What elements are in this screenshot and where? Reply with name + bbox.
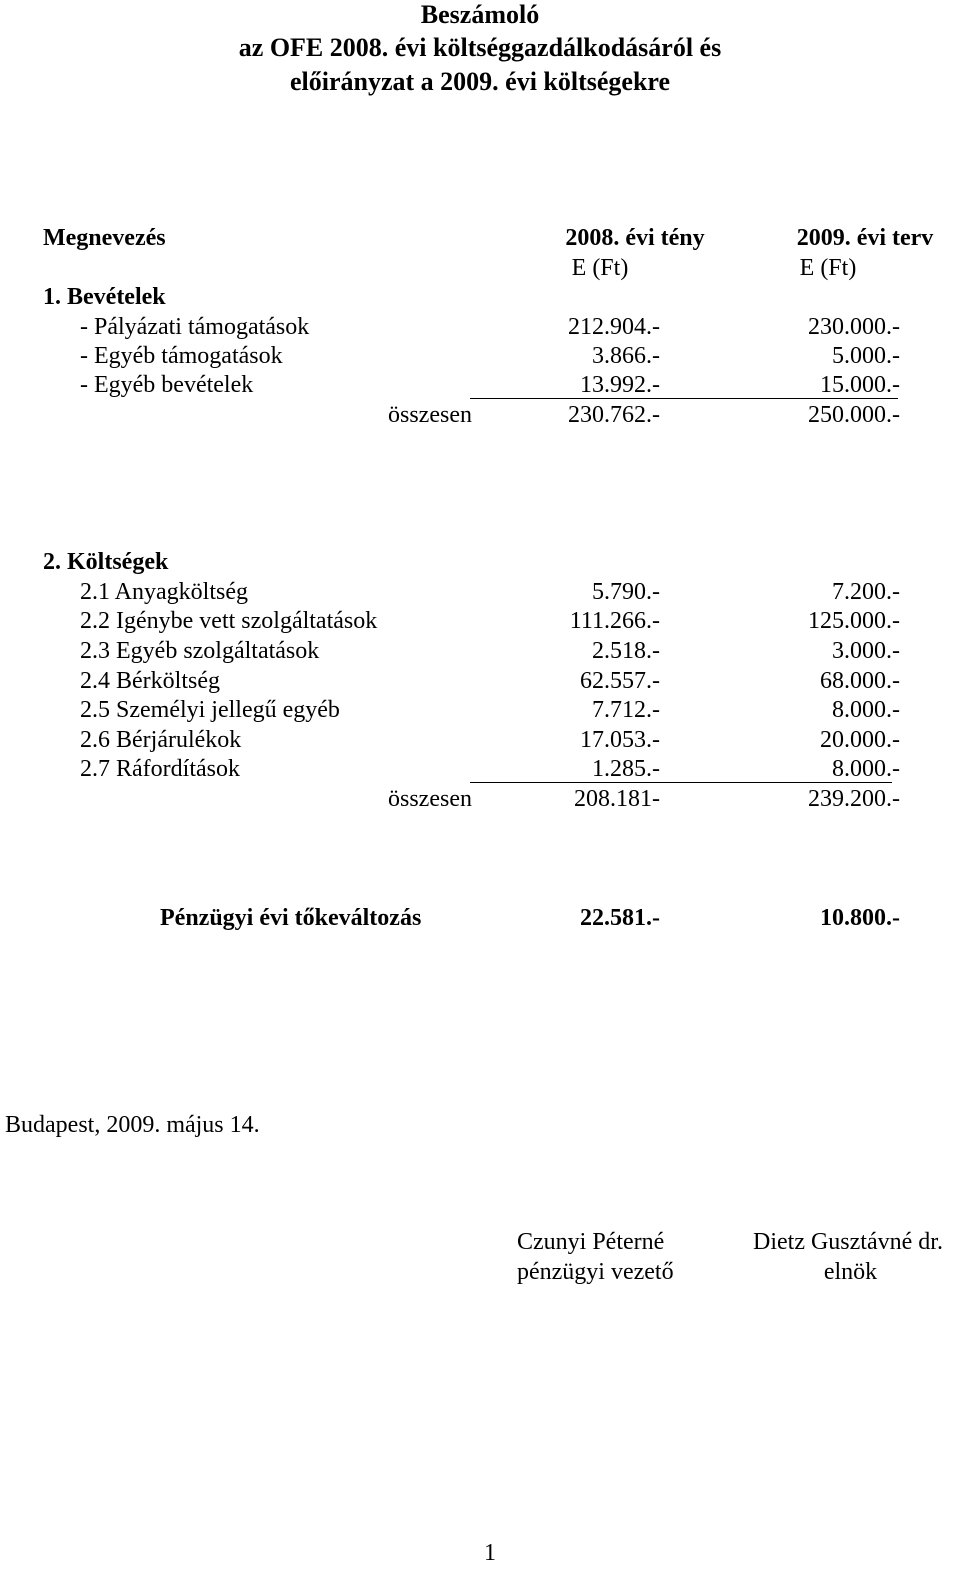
summary-label: Pénzügyi évi tőkeváltozás (160, 905, 422, 931)
title-line-1: Beszámoló (420, 0, 540, 29)
row-value-2008: 2.518.- (592, 638, 660, 664)
page-number: 1 (484, 1540, 496, 1566)
column-header-name: Megnevezés (43, 225, 166, 251)
row-value-2009: 7.200.- (832, 579, 900, 605)
row-value-2009: 8.000.- (832, 756, 900, 782)
row-value-2008: 111.266.- (569, 608, 660, 634)
section-heading-revenues: 1. Bevételek (43, 284, 166, 310)
row-value-2008: 7.712.- (592, 697, 660, 723)
row-label: 2.6 Bérjárulékok (80, 727, 242, 753)
title-line-2: az OFE 2008. évi költséggazdálkodásáról és (238, 33, 722, 62)
signatory-role: elnök (823, 1259, 878, 1285)
signatory-role: pénzügyi vezető (517, 1259, 674, 1285)
signatory-name: Czunyi Péterné (517, 1229, 665, 1255)
total-value-2008: 230.762.- (568, 402, 660, 428)
summary-value-2009: 10.800.- (820, 905, 900, 931)
section-heading-costs: 2. Költségek (43, 549, 169, 575)
row-value-2009: 68.000.- (820, 668, 900, 694)
unit-2009: E (Ft) (799, 255, 857, 281)
row-label: - Egyéb támogatások (80, 343, 283, 369)
row-label: 2.5 Személyi jellegű egyéb (80, 697, 340, 723)
row-value-2008: 1.285.- (592, 756, 660, 782)
total-value-2008: 208.181- (574, 786, 660, 812)
row-label: 2.4 Bérköltség (80, 668, 220, 694)
row-value-2008: 3.866.- (592, 343, 660, 369)
row-value-2008: 13.992.- (580, 372, 660, 398)
row-value-2008: 212.904.- (568, 314, 660, 340)
row-label: - Egyéb bevételek (80, 372, 254, 398)
row-value-2009: 230.000.- (808, 314, 900, 340)
total-value-2009: 250.000.- (808, 402, 900, 428)
column-header-2009: 2009. évi terv (796, 225, 934, 251)
total-value-2009: 239.200.- (808, 786, 900, 812)
row-value-2009: 20.000.- (820, 727, 900, 753)
row-value-2009: 15.000.- (820, 372, 900, 398)
row-value-2009: 8.000.- (832, 697, 900, 723)
row-label: 2.2 Igénybe vett szolgáltatások (80, 608, 378, 634)
row-label: 2.7 Ráfordítások (80, 756, 240, 782)
unit-2008: E (Ft) (571, 255, 629, 281)
row-label: 2.1 Anyagköltség (80, 579, 248, 605)
column-header-2008: 2008. évi tény (565, 225, 705, 251)
total-label: összesen (388, 402, 472, 428)
row-value-2009: 5.000.- (832, 343, 900, 369)
row-value-2008: 17.053.- (580, 727, 660, 753)
row-label: - Pályázati támogatások (80, 314, 310, 340)
subtotal-underline (470, 782, 892, 783)
subtotal-underline (470, 398, 898, 399)
row-value-2009: 125.000.- (808, 608, 900, 634)
row-value-2008: 62.557.- (580, 668, 660, 694)
summary-value-2008: 22.581.- (580, 905, 660, 931)
row-value-2008: 5.790.- (592, 579, 660, 605)
signatory-name: Dietz Gusztávné dr. (753, 1229, 943, 1255)
title-line-3: előirányzat a 2009. évi költségekre (289, 67, 671, 96)
total-label: összesen (388, 786, 472, 812)
place-date: Budapest, 2009. május 14. (5, 1112, 260, 1138)
row-value-2009: 3.000.- (832, 638, 900, 664)
row-label: 2.3 Egyéb szolgáltatások (80, 638, 320, 664)
